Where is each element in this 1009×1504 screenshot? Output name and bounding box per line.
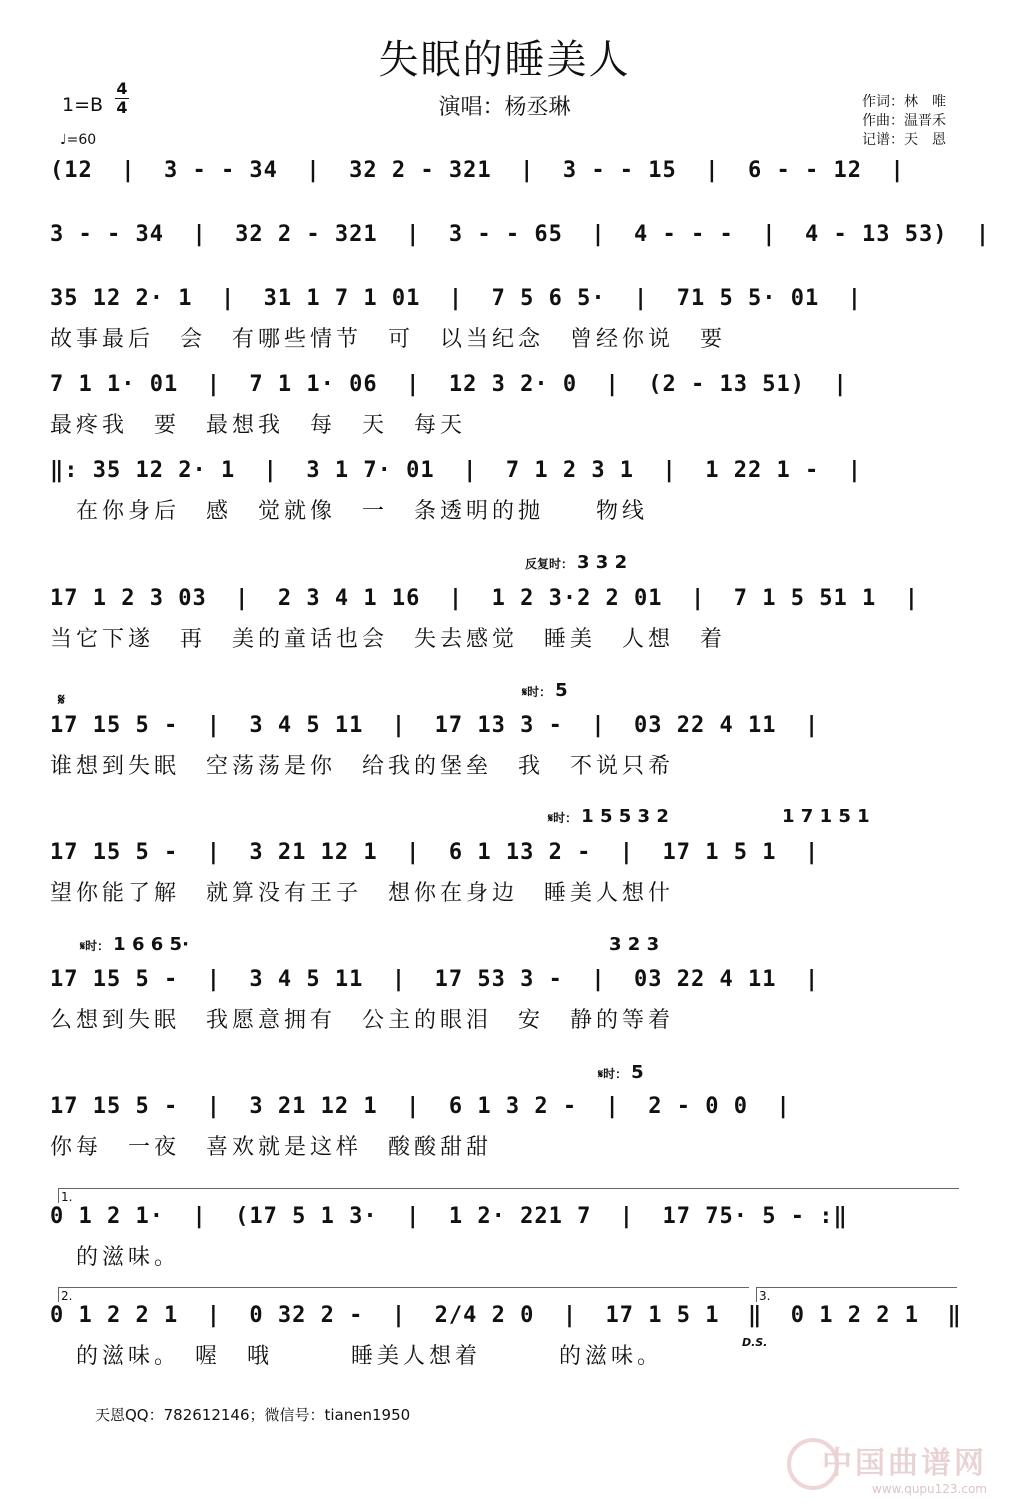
lyrics-row-4: 最疼我 要 最想我 每 天 每天: [50, 413, 467, 438]
lyrics-row-7: 谁想到失眠 空荡荡是你 给我的堡垒 我 不说只希: [50, 754, 675, 779]
lyrics-row-3: 故事最后 会 有哪些情节 可 以当纪念 曾经你说 要: [50, 327, 727, 352]
notes-row-12: 0 1 2 2 1 | 0 32 2 - | 2/4 2 0 | 17 1 5 1 ‖ 0 1 2 2 1 ‖: [50, 1303, 962, 1328]
volta-2-bracket: [58, 1287, 749, 1302]
segno-label: 𝄋时：: [80, 939, 110, 953]
volta-2-number: 2.: [61, 1289, 73, 1303]
segno-alt-4: [598, 1062, 644, 1083]
alt-note-5b: 5: [631, 1062, 644, 1083]
repeat-notes: 3 3 2: [577, 552, 628, 573]
volta-3-bracket: [756, 1287, 957, 1302]
segno-sign: 𝄋: [58, 690, 65, 709]
notes-row-2: 3 - - 34 | 32 2 - 321 | 3 - - 65 | 4 - - - | 4 - 13 53) |: [50, 222, 991, 247]
repeat-annotation: [525, 552, 627, 573]
credits: [862, 93, 946, 150]
alt-notes-row9: 1 6 6 5·: [113, 934, 189, 955]
notes-row-8: 17 15 5 - | 3 21 12 1 | 6 1 13 2 - | 17 1 5 1 |: [50, 840, 820, 865]
song-title: 失眠的睡美人: [378, 37, 631, 83]
lyrics-row-10: 你每 一夜 喜欢就是这样 酸酸甜甜: [50, 1135, 493, 1160]
volta-1-number: 1.: [61, 1190, 73, 1204]
volta-3-number: 3.: [759, 1289, 771, 1303]
notes-row-4: 7 1 1· 01 | 7 1 1· 06 | 12 3 2· 0 | (2 - 13 51) |: [50, 372, 848, 397]
transcriber: 记谱：天 恩: [862, 132, 946, 148]
tempo-mark: ♩=60: [60, 132, 97, 148]
footer-contact: 天恩QQ：782612146；微信号：tianen1950: [95, 1406, 411, 1424]
time-signature-bottom: 4: [116, 98, 128, 117]
notes-row-3: 35 12 2· 1 | 31 1 7 1 01 | 7 5 6 5· | 71 5 5· 01 |: [50, 286, 862, 311]
watermark-name: 中国曲谱网: [822, 1446, 987, 1481]
lyrics-row-12: 的滋味。 喔 哦 睡美人想着 的滋味。: [50, 1344, 664, 1369]
notes-row-7: 17 15 5 - | 3 4 5 11 | 17 13 3 - | 03 22 4 11 |: [50, 713, 820, 738]
lyrics-row-6: 当它下遂 再 美的童话也会 失去感觉 睡美 人想 着: [50, 627, 727, 652]
watermark: [822, 1438, 987, 1496]
alt-notes-row8b: 1 7 1 5 1: [782, 806, 870, 827]
notes-row-5: ‖: 35 12 2· 1 | 3 1 7· 01 | 7 1 2 3 1 | 1 22 1 - |: [50, 458, 862, 483]
notes-row-11: 0 1 2 1· | (17 5 1 3· | 1 2· 221 7 | 17 75· 5 - :‖: [50, 1204, 848, 1229]
segno-label: 𝄋时：: [548, 811, 578, 825]
composer: 作曲：温晋禾: [862, 113, 946, 129]
lyricist: 作词：林 唯: [862, 94, 946, 110]
segno-alt-3: [80, 934, 189, 955]
watermark-url: www.qupu123.com: [872, 1482, 987, 1496]
volta-1-bracket: [58, 1188, 959, 1203]
lyrics-row-8: 望你能了解 就算没有王子 想你在身边 睡美人想什: [50, 881, 675, 906]
notes-row-1: (12 | 3 - - 34 | 32 2 - 321 | 3 - - 15 | 6 - - 12 |: [50, 158, 905, 183]
segno-label: 𝄋时：: [522, 685, 552, 699]
lyrics-row-5: 在你身后 感 觉就像 一 条透明的抛 物线: [50, 499, 649, 524]
singer: 演唱：杨丞琳: [438, 95, 571, 120]
segno-alt-1: [522, 680, 568, 701]
notes-row-6: 17 1 2 3 03 | 2 3 4 1 16 | 1 2 3·2 2 01 | 7 1 5 51 1 |: [50, 586, 919, 611]
lyrics-row-9: 么想到失眠 我愿意拥有 公主的眼泪 安 静的等着: [50, 1008, 675, 1033]
segno-alt-3b: [605, 934, 659, 955]
key-signature: 1=B: [62, 94, 104, 116]
segno-label: 𝄋时：: [598, 1067, 628, 1081]
segno-alt-2b: [778, 806, 870, 827]
notes-row-10: 17 15 5 - | 3 21 12 1 | 6 1 3 2 - | 2 - 0 0 |: [50, 1094, 791, 1119]
time-signature-top: 4: [116, 79, 128, 98]
alt-notes-row9b: 3 2 3: [609, 934, 660, 955]
lyrics-row-11: 的滋味。: [50, 1245, 181, 1270]
notes-row-9: 17 15 5 - | 3 4 5 11 | 17 53 3 - | 03 22 4 11 |: [50, 967, 820, 992]
repeat-label: 反复时：: [525, 557, 574, 571]
alt-note-5a: 5: [555, 680, 568, 701]
alt-notes-row8: 1 5 5 3 2: [581, 806, 669, 827]
ds-mark: D.S.: [742, 1336, 768, 1349]
segno-alt-2: [548, 806, 669, 827]
